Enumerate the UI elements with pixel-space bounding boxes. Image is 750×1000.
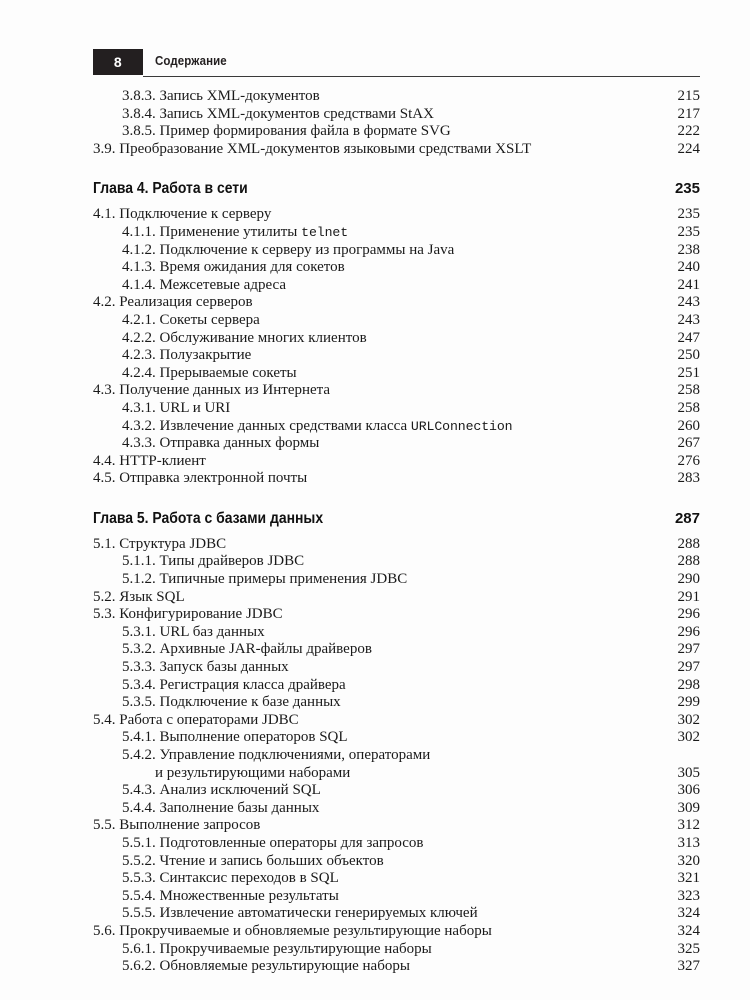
toc-entry-5.4.2.-управление-подключениями-оператор[interactable] (93, 747, 700, 765)
toc-entry-page-number: 288 (677, 553, 700, 570)
toc-entry-5.3.3.-запуск-базы-данных[interactable] (93, 659, 700, 677)
chapter-page-number: 287 (674, 509, 700, 527)
toc-entry-page-number: 258 (677, 399, 700, 416)
toc-entry-4.2.2.-обслуживание-многих-клиентов[interactable] (93, 330, 700, 348)
toc-entry-label: 5.3.4. Регистрация класса драйвера (122, 676, 346, 693)
toc-entry-page-number: 224 (677, 140, 700, 157)
toc-entry-label: 5.6. Прокручиваемые и обновляемые результирующие наборы (93, 922, 492, 939)
toc-entry-label: 4.2.2. Обслуживание многих клиентов (122, 329, 367, 346)
toc-entry-page-number: 260 (677, 417, 700, 434)
toc-entry-label: 4.1.1. Применение утилиты telnet (122, 223, 349, 240)
toc-entry-5.4.3.-анализ-исключений-sql[interactable] (93, 782, 700, 800)
toc-entry-4.4.-http-клиент[interactable] (93, 453, 700, 471)
toc-entry-5.3.4.-регистрация-класса-драйвера[interactable] (93, 677, 700, 695)
toc-entry-5.4.1.-выполнение-операторов-sql[interactable] (93, 729, 700, 747)
toc-entry-5.6.1.-прокручиваемые-результирующие-наб[interactable] (93, 941, 700, 959)
toc-entry-label: 4.3. Получение данных из Интернета (93, 382, 331, 399)
toc-entry-5.4.4.-заполнение-базы-данных[interactable] (93, 800, 700, 818)
toc-entry-page-number: 222 (677, 123, 700, 140)
toc-entry-page-number: 258 (677, 382, 700, 399)
toc-entry-page-number: 297 (677, 641, 700, 658)
toc-entry-page-number: 235 (677, 223, 700, 240)
toc-entry-4.2.-реализация-серверов[interactable] (93, 294, 700, 312)
toc-entry-4.2.1.-сокеты-сервера[interactable] (93, 312, 700, 330)
toc-entry-page-number: 312 (677, 817, 700, 834)
toc-entry-label: 5.5.4. Множественные результаты (122, 887, 339, 904)
page-folio-box (93, 49, 143, 75)
toc-entry-label: 4.1.2. Подключение к серверу из программы на Java (122, 241, 455, 258)
toc-entry-5.3.1.-url-баз-данных[interactable] (93, 624, 700, 642)
toc-entry-label: 5.4. Работа с операторами JDBC (93, 711, 299, 728)
toc-entry-label: 5.4.3. Анализ исключений SQL (122, 782, 321, 799)
toc-entry-label: 5.5. Выполнение запросов (93, 817, 261, 834)
toc-entry-label: 5.5.1. Подготовленные операторы для запросов (122, 834, 424, 851)
toc-entry-4.2.3.-полузакрытие[interactable] (93, 347, 700, 365)
toc-entry-label: 4.4. HTTP-клиент (93, 452, 206, 469)
toc-entry-4.1.2.-подключение-к-серверу-из-программ[interactable] (93, 242, 700, 260)
toc-entry-page-number: 298 (677, 676, 700, 693)
toc-entry-5.6.2.-обновляемые-результирующие-наборы[interactable] (93, 958, 700, 976)
toc-entry-label: 4.3.2. Извлечение данных средствами класса URLConnection (122, 417, 513, 434)
chapter-spacer (93, 158, 700, 178)
toc-entry-5.4.-работа-с-операторами-jdbc[interactable] (93, 712, 700, 730)
toc-entry-4.3.2.-извлечение-данных-средствами-клас[interactable] (93, 418, 700, 436)
toc-entry-label: 5.2. Язык SQL (93, 588, 185, 605)
toc-chapter-heading-глава-4.-работа-в-сети[interactable] (93, 178, 700, 200)
toc-entry-3.8.4.-запись-xml-документов-средствами-[interactable] (93, 106, 700, 124)
toc-entry-page-number: 243 (677, 311, 700, 328)
toc-entry-5.1.-структура-jdbc[interactable] (93, 536, 700, 554)
toc-entry-4.3.3.-отправка-данных-формы[interactable] (93, 435, 700, 453)
toc-entry-5.5.2.-чтение-и-запись-больших-объектов[interactable] (93, 853, 700, 871)
toc-entry-page-number: 235 (677, 206, 700, 223)
toc-entry-5.5.3.-синтаксис-переходов-в-sql[interactable] (93, 870, 700, 888)
toc-entry-5.1.2.-типичные-примеры-применения-jdbc[interactable] (93, 571, 700, 589)
toc-entry-page-number: 324 (677, 922, 700, 939)
toc-entry-label: 5.5.5. Извлечение автоматически генерируемых ключей (122, 905, 478, 922)
toc-entry-5.5.4.-множественные-результаты[interactable] (93, 888, 700, 906)
toc-entry-page-number: 215 (677, 88, 700, 104)
toc-entry-page-number: 302 (677, 729, 700, 746)
toc-entry-и-результирующими-наборами[interactable] (93, 765, 700, 783)
toc-entry-5.1.1.-типы-драйверов-jdbc[interactable] (93, 553, 700, 571)
toc-entry-label: 5.5.2. Чтение и запись больших объектов (122, 852, 384, 869)
toc-entry-page-number: 296 (677, 606, 700, 623)
header-rule (143, 76, 700, 78)
toc-entry-page-number: 243 (677, 294, 700, 311)
toc-entry-page-number: 296 (677, 623, 700, 640)
toc-entry-label: 5.4.4. Заполнение базы данных (122, 799, 320, 816)
toc-entry-label: 5.3.5. Подключение к базе данных (122, 694, 341, 711)
toc-entry-3.9.-преобразование-xml-документов-языко[interactable] (93, 141, 700, 159)
toc-entry-label: 3.8.3. Запись XML-документов (122, 88, 320, 104)
chapter-page-number: 235 (674, 180, 700, 198)
toc-entry-label: 4.3.3. Отправка данных формы (122, 435, 320, 452)
toc-entry-label: 4.1.4. Межсетевые адреса (122, 276, 286, 293)
toc-entry-4.1.4.-межсетевые-адреса[interactable] (93, 277, 700, 295)
toc-entry-label: 5.3.1. URL баз данных (122, 623, 265, 640)
chapter-spacer (93, 488, 700, 508)
toc-entry-code-term: URLConnection (410, 418, 513, 434)
toc-entry-page-number: 323 (677, 887, 700, 904)
toc-entry-page-number: 327 (677, 958, 700, 975)
toc-entry-label: 5.3.2. Архивные JAR-файлы драйверов (122, 641, 372, 658)
page-number: 8 (113, 54, 123, 70)
toc-entry-5.3.2.-архивные-jar-файлы-драйверов[interactable] (93, 641, 700, 659)
toc-entry-5.3.-конфигурирование-jdbc[interactable] (93, 606, 700, 624)
toc-entry-label: 4.2.4. Прерываемые сокеты (122, 364, 297, 381)
toc-entry-page-number: 320 (677, 852, 700, 869)
toc-entry-5.5.5.-извлечение-автоматически-генериру[interactable] (93, 905, 700, 923)
toc-entry-5.5.-выполнение-запросов[interactable] (93, 817, 700, 835)
toc-entry-label: 5.6.1. Прокручиваемые результирующие наборы (122, 940, 432, 957)
toc-entry-label: 4.3.1. URL и URI (122, 399, 231, 416)
toc-entry-page-number: 288 (677, 535, 700, 552)
toc-entry-label: 5.1.1. Типы драйверов JDBC (122, 553, 305, 570)
toc-entry-code-term: telnet (301, 224, 349, 240)
toc-entry-label: 4.1.3. Время ожидания для сокетов (122, 259, 345, 276)
toc-entry-page-number: 290 (677, 571, 700, 588)
toc-entry-page-number: 267 (677, 435, 700, 452)
toc-entry-3.8.5.-пример-формирования-файла-в-форма[interactable] (93, 123, 700, 141)
toc-entry-page-number: 313 (677, 834, 700, 851)
toc-entry-label: 4.1. Подключение к серверу (93, 206, 272, 223)
toc-entry-4.1.3.-время-ожидания-для-сокетов[interactable] (93, 259, 700, 277)
toc-entry-4.1.-подключение-к-серверу[interactable] (93, 206, 700, 224)
header-title: Содержание (155, 54, 227, 68)
toc-entry-label: 5.6.2. Обновляемые результирующие наборы (122, 958, 410, 975)
toc-entry-label: 4.2. Реализация серверов (93, 294, 253, 311)
toc-entry-page-number: 324 (677, 905, 700, 922)
toc-entry-4.5.-отправка-электронной-почты[interactable] (93, 470, 700, 488)
toc-entry-label: 5.4.1. Выполнение операторов SQL (122, 729, 348, 746)
toc-entry-page-number: 306 (677, 782, 700, 799)
toc-entry-page-number: 309 (677, 799, 700, 816)
toc-entry-page-number: 297 (677, 659, 700, 676)
toc-entry-label: 5.1.2. Типичные примеры применения JDBC (122, 571, 408, 588)
toc-entry-label: 5.3.3. Запуск базы данных (122, 659, 289, 676)
toc-entry-label: 3.8.4. Запись XML-документов средствами StAX (122, 105, 434, 122)
toc-entry-label: 5.5.3. Синтаксис переходов в SQL (122, 870, 339, 887)
toc-entry-label: 4.5. Отправка электронной почты (93, 470, 308, 487)
running-header (93, 49, 700, 79)
toc-entry-5.6.-прокручиваемые-и-обновляемые-резуль[interactable] (93, 923, 700, 941)
toc-entry-page-number: 247 (677, 329, 700, 346)
toc-entry-3.8.3.-запись-xml-документов[interactable] (93, 88, 700, 106)
toc-entry-page-number: 217 (677, 105, 700, 122)
toc-entry-5.2.-язык-sql[interactable] (93, 589, 700, 607)
toc-entry-5.5.1.-подготовленные-операторы-для-запр[interactable] (93, 835, 700, 853)
toc-chapter-heading-глава-5.-работа-с-базами-данных[interactable] (93, 508, 700, 530)
toc-entry-label: 5.4.2. Управление подключениями, операторами (122, 747, 431, 763)
chapter-title: Глава 4. Работа в сети (93, 180, 248, 198)
toc-entry-page-number: 302 (677, 711, 700, 728)
table-of-contents (93, 88, 700, 976)
toc-entry-page-number: 283 (677, 470, 700, 487)
toc-entry-page-number: 250 (677, 347, 700, 364)
toc-entry-label: 4.2.1. Сокеты сервера (122, 311, 260, 328)
toc-entry-page-number: 251 (677, 364, 700, 381)
toc-entry-page-number: 305 (677, 764, 700, 781)
toc-entry-page-number: 276 (677, 452, 700, 469)
toc-entry-label: 4.2.3. Полузакрытие (122, 347, 252, 364)
toc-entry-label: 5.3. Конфигурирование JDBC (93, 606, 283, 623)
toc-entry-page-number: 238 (677, 241, 700, 258)
chapter-title: Глава 5. Работа с базами данных (93, 509, 324, 527)
toc-entry-page-number: 321 (677, 870, 700, 887)
toc-entry-label: 3.8.5. Пример формирования файла в формате SVG (122, 123, 451, 140)
toc-entry-label: 5.1. Структура JDBC (93, 535, 227, 552)
toc-entry-label: и результирующими наборами (155, 764, 351, 781)
toc-entry-4.3.-получение-данных-из-интернета[interactable] (93, 382, 700, 400)
toc-entry-page-number: 291 (677, 588, 700, 605)
toc-entry-4.2.4.-прерываемые-сокеты[interactable] (93, 365, 700, 383)
toc-entry-4.3.1.-url-и-uri[interactable] (93, 400, 700, 418)
toc-entry-page-number: 325 (677, 940, 700, 957)
toc-entry-5.3.5.-подключение-к-базе-данных[interactable] (93, 694, 700, 712)
toc-entry-4.1.1.-применение-утилиты[interactable] (93, 224, 700, 242)
toc-entry-label: 3.9. Преобразование XML-документов языковыми средствами XSLT (93, 140, 532, 157)
toc-entry-page-number: 241 (677, 276, 700, 293)
toc-entry-page-number: 240 (677, 259, 700, 276)
toc-entry-page-number: 299 (677, 694, 700, 711)
